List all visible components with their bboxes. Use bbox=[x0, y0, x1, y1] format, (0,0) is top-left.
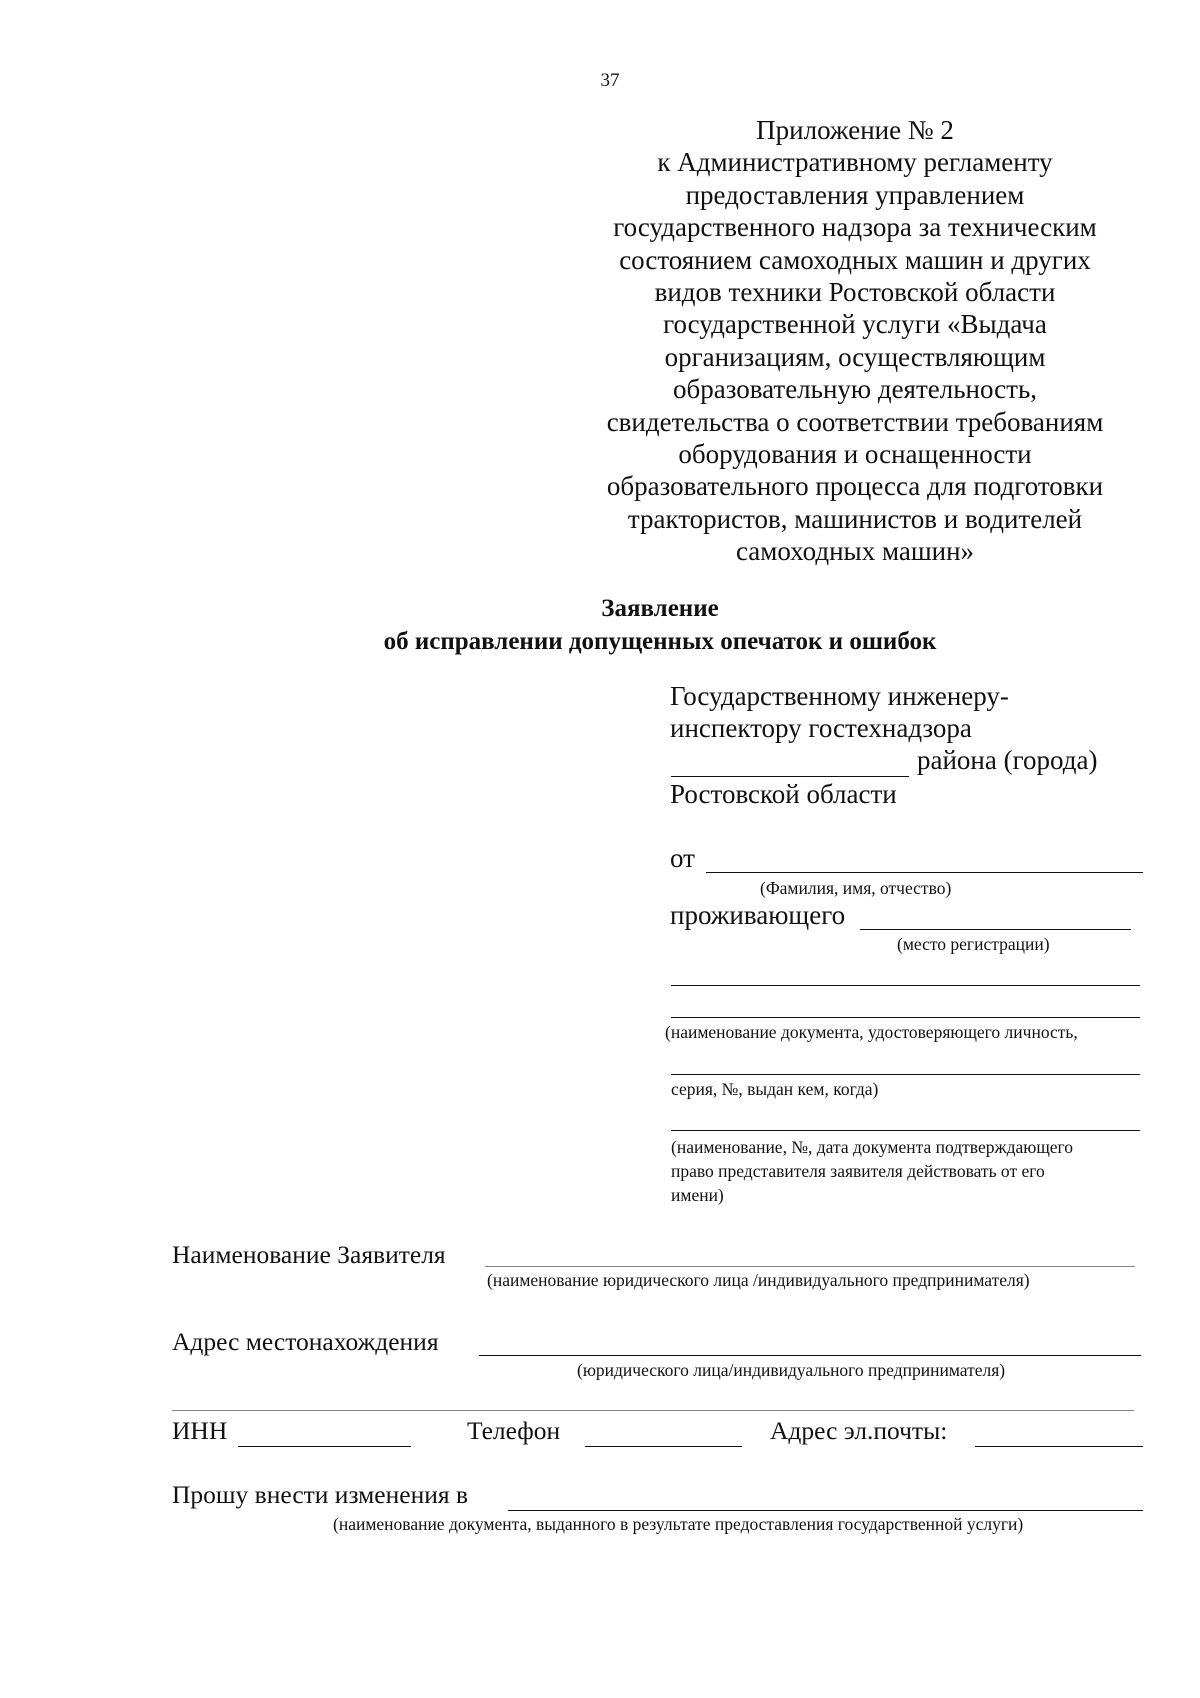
address-continued-line[interactable] bbox=[172, 1410, 1134, 1411]
representative-document-caption bbox=[671, 1135, 1073, 1207]
appendix-line: к Административному регламенту bbox=[657, 147, 1053, 178]
applicant-name-input-line[interactable] bbox=[485, 1266, 1135, 1267]
residing-label: проживающего bbox=[670, 900, 846, 930]
id-document-caption: (наименование документа, удостоверяющего личность, bbox=[665, 1022, 1078, 1042]
appendix-line: трактористов, машинистов и водителей bbox=[627, 503, 1083, 534]
appendix-line: Приложение № 2 bbox=[756, 115, 954, 145]
registration-continued-line[interactable] bbox=[671, 985, 1140, 986]
request-label: Прошу внести изменения в bbox=[172, 1480, 469, 1509]
address-caption: (юридического лица/индивидуального предпринимателя) bbox=[577, 1360, 1006, 1380]
addressee-line-1: Государственному инженеру- bbox=[670, 681, 1009, 711]
registration-caption: (место регистрации) bbox=[897, 934, 1050, 954]
representative-document-input-line[interactable] bbox=[671, 1130, 1140, 1131]
title-line-2: об исправлении допущенных опечаток и ошибок bbox=[383, 628, 937, 655]
applicant-name-caption: (наименование юридического лица /индивидуального предпринимателя) bbox=[487, 1270, 1030, 1290]
document-title bbox=[200, 592, 1120, 658]
fio-input-line[interactable] bbox=[706, 872, 1143, 873]
inn-label: ИНН bbox=[172, 1416, 228, 1445]
appendix-line: образовательную деятельность, bbox=[672, 374, 1038, 405]
addressee-line-2: инспектору гостехнадзора bbox=[670, 713, 972, 743]
registration-input-line[interactable] bbox=[860, 929, 1131, 930]
id-document-input-line[interactable] bbox=[671, 1017, 1140, 1018]
inn-input-line[interactable] bbox=[238, 1446, 411, 1447]
address-label: Адрес местонахождения bbox=[172, 1327, 439, 1356]
title-line-1: Заявление bbox=[601, 595, 719, 622]
appendix-line: состоянием самоходных машин и других bbox=[619, 244, 1091, 275]
addressee-line-4: Ростовской области bbox=[670, 779, 897, 809]
email-label: Адрес эл.почты: bbox=[770, 1416, 948, 1445]
appendix-line: государственной услуги «Выдача bbox=[663, 309, 1047, 340]
applicant-name-label: Наименование Заявителя bbox=[172, 1240, 446, 1269]
appendix-line: свидетельства о соответствии требованиям bbox=[606, 406, 1104, 437]
addressee-district-suffix: района (города) bbox=[917, 745, 1098, 775]
appendix-header bbox=[600, 114, 1110, 568]
appendix-line: образовательного процесса для подготовки bbox=[606, 471, 1104, 502]
from-label: от bbox=[670, 843, 695, 873]
phone-label: Телефон bbox=[467, 1416, 561, 1445]
id-document-details-caption: серия, №, выдан кем, когда) bbox=[671, 1079, 879, 1099]
appendix-line: организациям, осуществляющим bbox=[664, 341, 1046, 372]
fio-caption: (Фамилия, имя, отчество) bbox=[760, 878, 952, 898]
phone-input-line[interactable] bbox=[585, 1446, 742, 1447]
representative-caption-line: право представителя заявителя действовать от его bbox=[671, 1161, 1045, 1181]
appendix-line: самоходных машин» bbox=[735, 536, 975, 567]
address-input-line[interactable] bbox=[479, 1355, 1141, 1356]
request-caption: (наименование документа, выданного в результате предоставления государственной услуги) bbox=[333, 1514, 1024, 1534]
representative-caption-line: (наименование, №, дата документа подтверждающего bbox=[671, 1137, 1074, 1157]
appendix-line: предоставления управлением bbox=[685, 179, 1025, 210]
appendix-line: государственного надзора за техническим bbox=[613, 212, 1097, 243]
appendix-line: оборудования и оснащенности bbox=[678, 439, 1032, 470]
email-input-line[interactable] bbox=[975, 1446, 1143, 1447]
request-document-input-line[interactable] bbox=[508, 1510, 1143, 1511]
page-number: 37 bbox=[600, 70, 620, 91]
representative-caption-line: имени) bbox=[671, 1185, 724, 1205]
appendix-line: видов техники Ростовской области bbox=[654, 277, 1056, 308]
id-document-details-line[interactable] bbox=[671, 1074, 1140, 1075]
district-input-line[interactable] bbox=[671, 776, 909, 777]
